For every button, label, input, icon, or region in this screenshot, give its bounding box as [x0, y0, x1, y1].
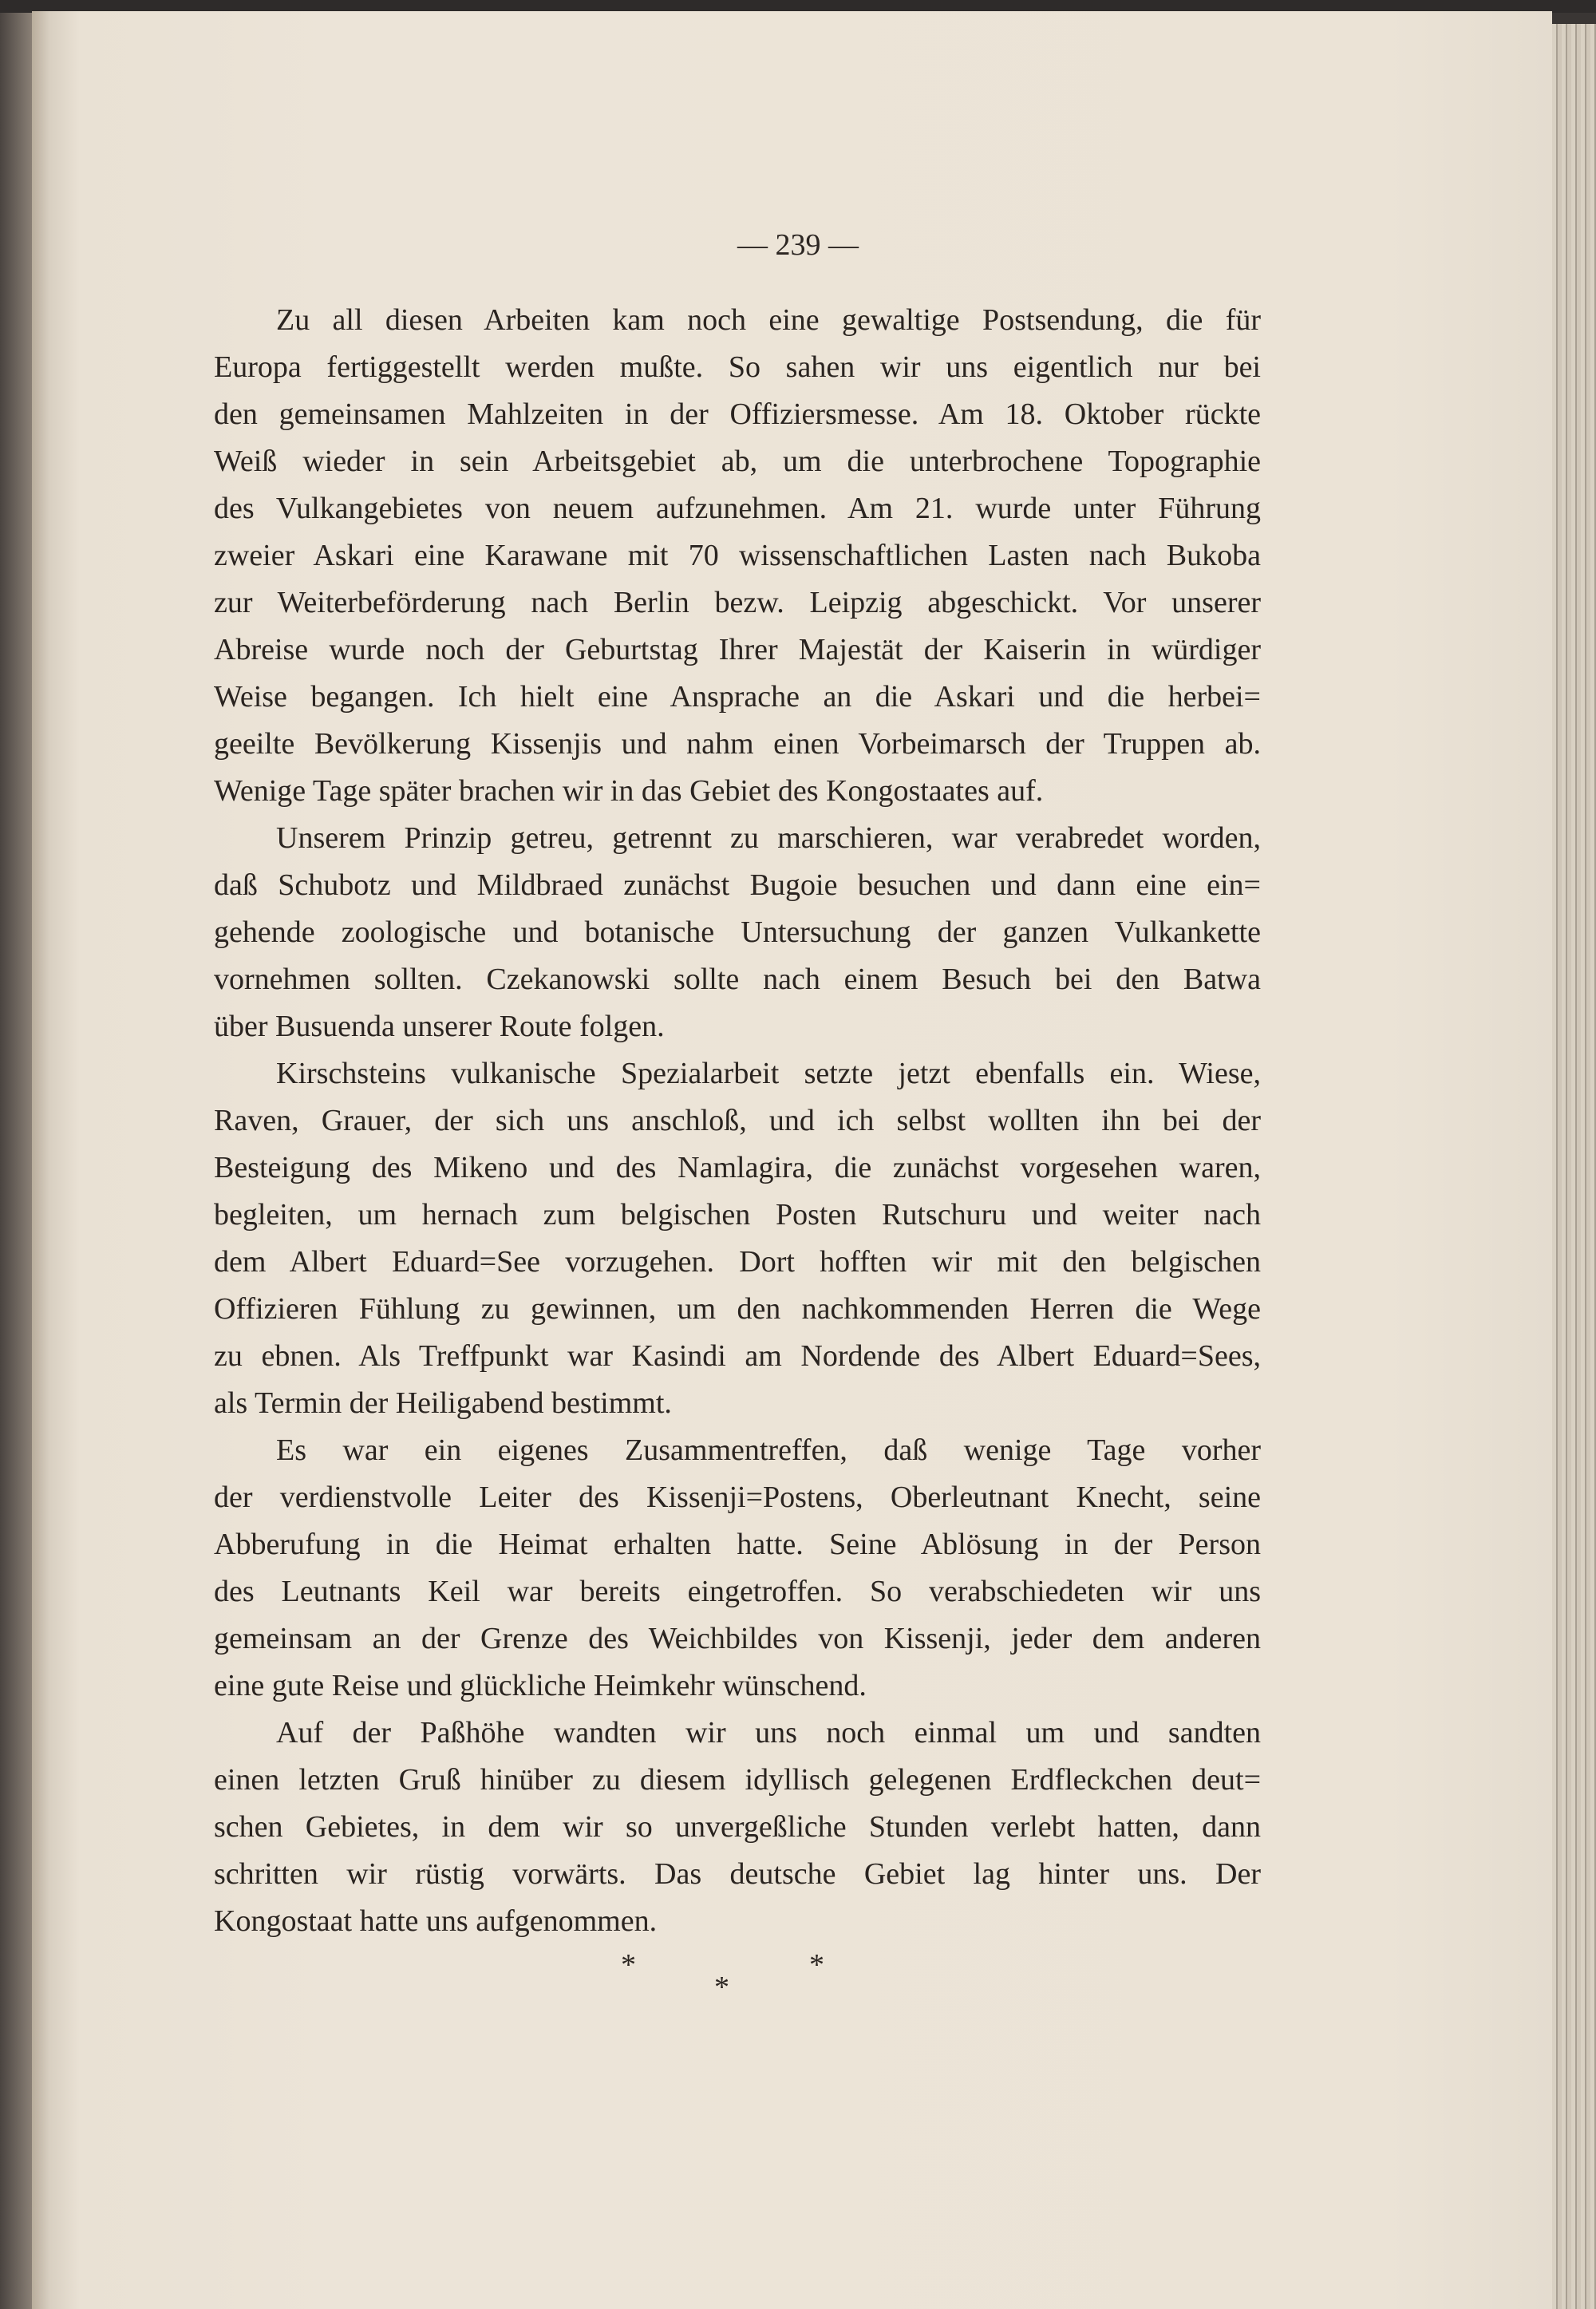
text-line: den gemeinsamen Mahlzeiten in der Offiziersmesse. Am 18. Oktober rückte	[214, 397, 1261, 431]
paragraph	[214, 297, 1261, 815]
section-break-asterisk: *	[714, 1971, 729, 2004]
text-line: über Busuenda unserer Route folgen.	[214, 1010, 665, 1043]
page-number	[0, 227, 1596, 263]
text-line: schen Gebietes, in dem wir so unvergeßliche Stunden verlebt hatten, dann	[214, 1810, 1261, 1844]
text-line: Besteigung des Mikeno und des Namlagira, die zunächst vorgesehen waren,	[214, 1151, 1261, 1184]
text-line: Kongostaat hatte uns aufgenommen.	[214, 1904, 658, 1938]
text-line: vornehmen sollten. Czekanowski sollte nach einem Besuch bei den Batwa	[214, 963, 1261, 996]
text-line: Abreise wurde noch der Geburtstag Ihrer Majestät der Kaiserin in würdiger	[214, 633, 1261, 666]
text-line: des Leutnants Keil war bereits eingetroffen. So verabschiedeten wir uns	[214, 1575, 1261, 1608]
text-line: als Termin der Heiligabend bestimmt.	[214, 1386, 672, 1420]
text-line: Raven, Grauer, der sich uns anschloß, und ich selbst wollten ihn bei der	[214, 1104, 1261, 1137]
text-line: zur Weiterbeförderung nach Berlin bezw. Leipzig abgeschickt. Vor unserer	[214, 586, 1261, 619]
section-break-asterisk: *	[809, 1948, 824, 1982]
text-line: Europa fertiggestellt werden mußte. So sahen wir uns eigentlich nur bei	[214, 350, 1261, 384]
text-line: Weise begangen. Ich hielt eine Ansprache an die Askari und die herbei=	[214, 680, 1261, 714]
text-line: geeilte Bevölkerung Kissenjis und nahm einen Vorbeimarsch der Truppen ab.	[214, 727, 1261, 761]
text-line: daß Schubotz und Mildbraed zunächst Bugoie besuchen und dann eine ein=	[214, 868, 1261, 902]
text-line: eine gute Reise und glückliche Heimkehr wünschend.	[214, 1669, 867, 1702]
section-break-asterisk: *	[621, 1948, 636, 1982]
text-line: gemeinsam an der Grenze des Weichbildes von Kissenji, jeder dem anderen	[214, 1622, 1261, 1655]
page-edges	[1552, 24, 1596, 2309]
text-line: Zu all diesen Arbeiten kam noch eine gewaltige Postsendung, die für	[276, 303, 1261, 337]
text-line: des Vulkangebietes von neuem aufzunehmen. Am 21. wurde unter Führung	[214, 492, 1261, 525]
binding-shadow	[0, 13, 32, 2309]
text-line: Weiß wieder in sein Arbeitsgebiet ab, um die unterbrochene Topographie	[214, 445, 1261, 478]
paragraph	[214, 1710, 1261, 1945]
text-line: Abberufung in die Heimat erhalten hatte. Seine Ablösung in der Person	[214, 1528, 1261, 1561]
text-line: Es war ein eigenes Zusammentreffen, daß wenige Tage vorher	[276, 1433, 1261, 1467]
paragraph	[214, 1050, 1261, 1427]
text-line: der verdienstvolle Leiter des Kissenji=Postens, Oberleutnant Knecht, seine	[214, 1481, 1261, 1514]
text-line: begleiten, um hernach zum belgischen Posten Rutschuru und weiter nach	[214, 1198, 1261, 1232]
text-line: Unserem Prinzip getreu, getrennt zu marschieren, war verabredet worden,	[276, 821, 1261, 855]
page-number-text: — 239 —	[737, 228, 859, 262]
text-line: einen letzten Gruß hinüber zu diesem idyllisch gelegenen Erdfleckchen deut=	[214, 1763, 1261, 1797]
text-line: Wenige Tage später brachen wir in das Gebiet des Kongostaates auf.	[214, 774, 1044, 808]
text-line: gehende zoologische und botanische Untersuchung der ganzen Vulkankette	[214, 915, 1261, 949]
text-line: dem Albert Eduard=See vorzugehen. Dort hofften wir mit den belgischen	[214, 1245, 1261, 1279]
text-line: Auf der Paßhöhe wandten wir uns noch einmal um und sandten	[276, 1716, 1261, 1750]
body-text	[214, 297, 1261, 1945]
text-line: zweier Askari eine Karawane mit 70 wissenschaftlichen Lasten nach Bukoba	[214, 539, 1261, 572]
text-line: zu ebnen. Als Treffpunkt war Kasindi am Nordende des Albert Eduard=Sees,	[214, 1339, 1261, 1373]
text-line: schritten wir rüstig vorwärts. Das deutsche Gebiet lag hinter uns. Der	[214, 1857, 1261, 1891]
text-line: Kirschsteins vulkanische Spezialarbeit setzte jetzt ebenfalls ein. Wiese,	[276, 1057, 1261, 1090]
text-line: Offizieren Fühlung zu gewinnen, um den nachkommenden Herren die Wege	[214, 1292, 1261, 1326]
paragraph	[214, 815, 1261, 1050]
paragraph	[214, 1427, 1261, 1710]
